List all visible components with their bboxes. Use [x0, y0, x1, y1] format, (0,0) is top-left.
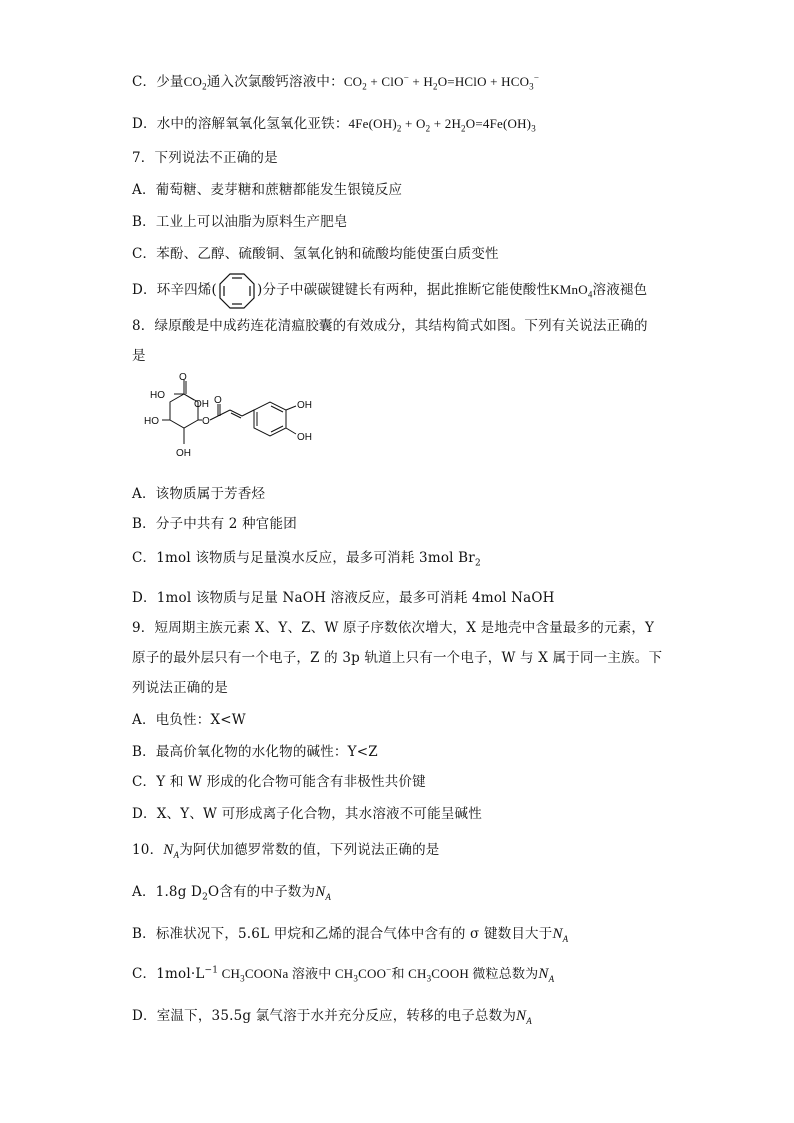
q9-stem-line2: 原子的最外层只有一个电子，Z 的 3p 轨道上只有一个电子，W 与 X 属于同一主族。下: [132, 650, 663, 666]
q10-c-na: $N_A$: [538, 966, 555, 984]
q7-option-d: [132, 280, 647, 300]
q10-option-c: [132, 964, 554, 984]
mol-o-top: O: [179, 372, 187, 383]
q8-stem-line2: 是: [132, 348, 146, 364]
q10-c-formula: $CH_3COONa$ 溶液中 $CH_3COO^-$和 $CH_3COOH$ 微粒总数为: [218, 964, 539, 984]
q9-option-c: C．Y 和 W 形成的化合物可能含有非极性共价键: [132, 774, 426, 790]
q10-stem: [132, 840, 440, 860]
q10-b-na: $N_A$: [552, 926, 569, 944]
q10-a-na: $N_A$: [315, 884, 332, 902]
q6-d-text: D．水中的溶解氧氧化氢氧化亚铁：: [132, 116, 349, 132]
q10-option-d: [132, 1006, 532, 1026]
mol-oh-ring-2: OH: [297, 432, 312, 443]
q10-b-pre: B．标准状况下，5.6L 甲烷和乙烯的混合气体中含有的 σ 键数目大于: [132, 926, 553, 942]
q9-option-b: B．最高价氧化物的水化物的碱性：Y<Z: [132, 744, 378, 760]
q7-d-mid: )分子中碳碳键键长有两种，据此推断它能使酸性: [257, 282, 551, 298]
q7-option-a: A．葡萄糖、麦芽糖和蔗糖都能发生银镜反应: [132, 182, 403, 198]
q10-a-mid: O含有的中子数为: [208, 884, 316, 900]
mol-oh-bottom: OH: [176, 448, 191, 459]
mol-o-ester: O: [202, 416, 210, 427]
mol-ho-2: HO: [144, 416, 159, 427]
q6-c-prefix: C．少量: [132, 74, 184, 90]
q10-a-sub: 2: [202, 892, 209, 903]
q8-option-d: D．1mol 该物质与足量 NaOH 溶液反应，最多可消耗 4mol NaOH: [132, 590, 555, 606]
q10-c-pre: C．1mol·L: [132, 966, 205, 982]
q7-d-pre: D．环辛四烯(: [132, 282, 217, 298]
q8-c-sub: 2: [474, 558, 481, 569]
q9-stem-line1: 9．短周期主族元素 X、Y、Z、W 原子序数依次增大，X 是地壳中含量最多的元素，Y: [132, 620, 655, 636]
q10-option-a: [132, 882, 331, 902]
q6-option-d: [132, 114, 536, 134]
q7-option-b: B．工业上可以油脂为原料生产肥皂: [132, 214, 348, 230]
q9-option-a: A．电负性：X<W: [132, 712, 246, 728]
q8-stem-line1: 8．绿原酸是中成药连花清瘟胶囊的有效成分，其结构简式如图。下列有关说法正确的: [132, 318, 648, 334]
mol-o-carbonyl: O: [214, 395, 222, 406]
q10-c-sup: −1: [204, 965, 219, 976]
q8-option-c: [132, 548, 481, 568]
chlorogenic-acid-structure: [146, 372, 326, 477]
q6-c-co2: $CO_2$: [183, 74, 207, 92]
mol-oh-ring-1: OH: [297, 400, 312, 411]
q10-stem-text: 为阿伏加德罗常数的值，下列说法正确的是: [179, 842, 440, 858]
mol-oh-1: OH: [194, 399, 209, 410]
q6-c-text: 通入次氯酸钙溶液中：: [206, 74, 344, 90]
q7-option-c: C．苯酚、乙醇、硫酸铜、氢氧化钠和硫酸均能使蛋白质变性: [132, 246, 499, 262]
q8-option-b: B．分子中共有 2 种官能团: [132, 516, 297, 532]
q10-num: 10．: [132, 842, 164, 858]
cyclooctatetraene-icon: [217, 271, 257, 311]
q7-d-post: 溶液褪色: [592, 282, 648, 298]
q8-option-a: A．该物质属于芳香烃: [132, 486, 266, 502]
q9-stem-line3: 列说法正确的是: [132, 680, 228, 696]
q9-option-d: D．X、Y、W 可形成离子化合物，其水溶液不可能呈碱性: [132, 806, 482, 822]
q7-stem: 7．下列说法不正确的是: [132, 150, 278, 166]
q10-na: $N_A$: [163, 842, 180, 860]
q10-d-na: $N_A$: [516, 1008, 532, 1026]
q8-c-text: C．1mol 该物质与足量溴水反应，最多可消耗 3mol Br: [132, 550, 475, 566]
mol-ho-1: HO: [150, 390, 165, 401]
q6-d-equation: $4Fe(OH)_2 + O_2 + 2H_2O=4Fe(OH)_3$: [348, 116, 536, 134]
q10-d-pre: D．室温下，35.5g 氯气溶于水并充分反应，转移的电子总数为: [132, 1008, 517, 1024]
q7-d-kmno4: KMnO$_4$: [550, 282, 593, 300]
q6-c-equation: $CO_2 + ClO^-$ + $H_2O=HClO + HCO_3^-$: [343, 72, 540, 92]
q6-option-c: [132, 72, 539, 92]
q10-a-pre: A．1.8g D: [132, 884, 203, 900]
q10-option-b: [132, 924, 568, 944]
